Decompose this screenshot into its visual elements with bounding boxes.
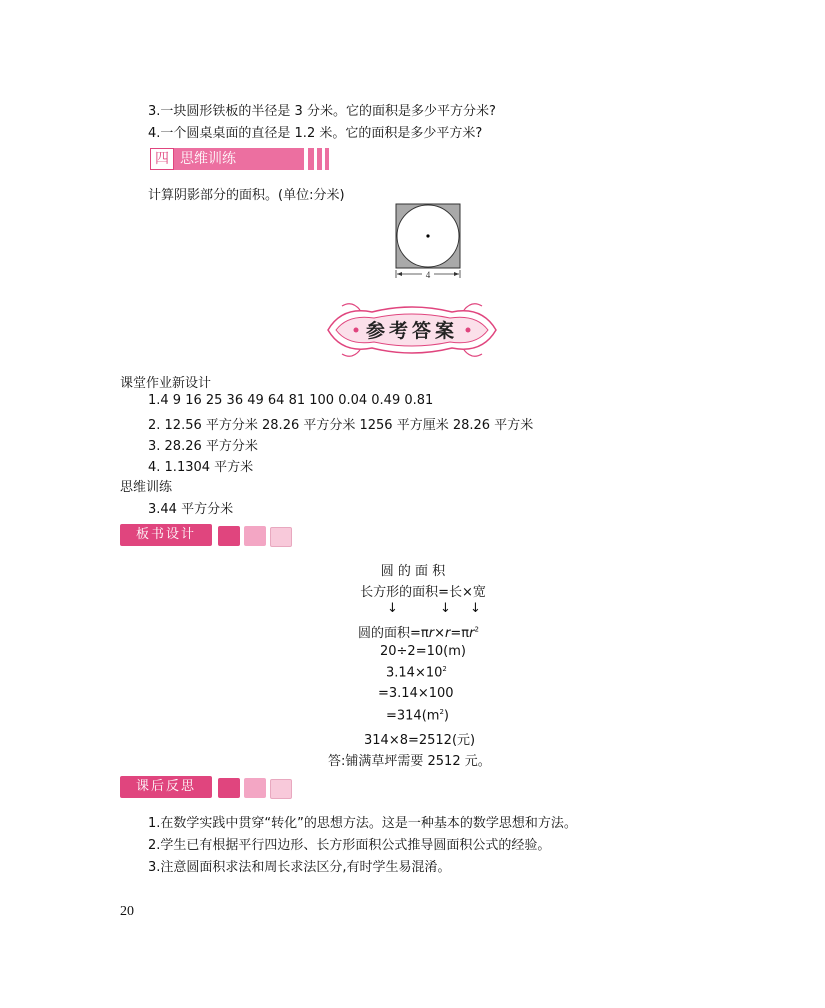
dimension-label: 4	[425, 270, 431, 280]
board-step-4	[386, 708, 449, 723]
step-sup: 2	[442, 665, 447, 673]
formula-text: ×	[434, 626, 445, 641]
board-title: 圆 的 面 积	[380, 564, 446, 579]
step-text: )	[443, 708, 449, 724]
board-rect-formula: 长方形的面积=长×宽	[360, 585, 486, 600]
board-design-tag: 板书设计	[120, 524, 212, 546]
board-circle-formula	[358, 622, 479, 641]
formula-r: r	[469, 626, 475, 641]
board-step-1: 20÷2=10(m)	[380, 644, 466, 659]
board-step-5: 314×8=2512(元)	[364, 733, 476, 748]
formula-sup: 2	[474, 625, 479, 634]
answer-3: 3. 28.26 平方分米	[148, 439, 258, 454]
step-text: =314(m	[386, 708, 440, 724]
reflection-1: 1.在数学实践中贯穿“转化”的思想方法。这是一种基本的数学思想和方法。	[148, 816, 577, 831]
tag-square	[244, 778, 266, 798]
section-number: 四	[150, 148, 174, 170]
answer-5: 3.44 平方分米	[148, 502, 234, 517]
center-point	[426, 234, 429, 237]
answer-1: 1.4 9 16 25 36 49 64 81 100 0.04 0.49 0.81	[148, 393, 434, 408]
answer-banner-title: 参考答案	[365, 320, 459, 342]
step-text: 3.14×10	[386, 665, 443, 681]
answers-heading-classwork: 课堂作业新设计	[120, 376, 212, 391]
tag-square	[270, 779, 292, 799]
answer-banner	[322, 298, 502, 362]
section-header-thinking	[150, 148, 334, 170]
tag-square	[218, 778, 240, 798]
reflection-3: 3.注意圆面积求法和周长求法区分,有时学生易混淆。	[148, 860, 451, 875]
stripe-decoration	[325, 148, 329, 170]
answers-heading-thinking: 思维训练	[120, 480, 173, 495]
formula-text: =π	[450, 626, 470, 641]
question-3: 3.一块圆形铁板的半径是 3 分米。它的面积是多少平方分米?	[148, 104, 496, 119]
tag-square	[270, 527, 292, 547]
board-answer: 答:铺满草坪需要 2512 元。	[328, 754, 491, 769]
shaded-area-figure	[390, 200, 464, 282]
arrow-down-icon: ↓	[470, 601, 481, 616]
formula-r: r	[445, 626, 451, 641]
stripe-decoration	[317, 148, 322, 170]
question-4: 4.一个圆桌桌面的直径是 1.2 米。它的面积是多少平方米?	[148, 126, 483, 141]
page-number: 20	[120, 904, 134, 919]
formula-text: 圆的面积=π	[358, 626, 429, 641]
formula-r: r	[428, 626, 435, 641]
problem-text: 计算阴影部分的面积。(单位:分米)	[148, 188, 345, 203]
tag-square	[218, 526, 240, 546]
step-sup: 2	[439, 708, 444, 716]
reflection-tag: 课后反思	[120, 776, 212, 798]
arrow-down-icon: ↓	[440, 601, 451, 616]
answer-2: 2. 12.56 平方分米 28.26 平方分米 1256 平方厘米 28.26 平方米	[148, 418, 534, 433]
tag-square	[244, 526, 266, 546]
arrow-down-icon: ↓	[387, 601, 398, 616]
board-step-2	[386, 665, 447, 680]
reflection-2: 2.学生已有根据平行四边形、长方形面积公式推导圆面积公式的经验。	[148, 838, 551, 853]
section-title: 思维训练	[174, 148, 304, 170]
stripe-decoration	[308, 148, 314, 170]
answer-4: 4. 1.1304 平方米	[148, 460, 254, 475]
board-step-3: =3.14×100	[378, 686, 454, 701]
